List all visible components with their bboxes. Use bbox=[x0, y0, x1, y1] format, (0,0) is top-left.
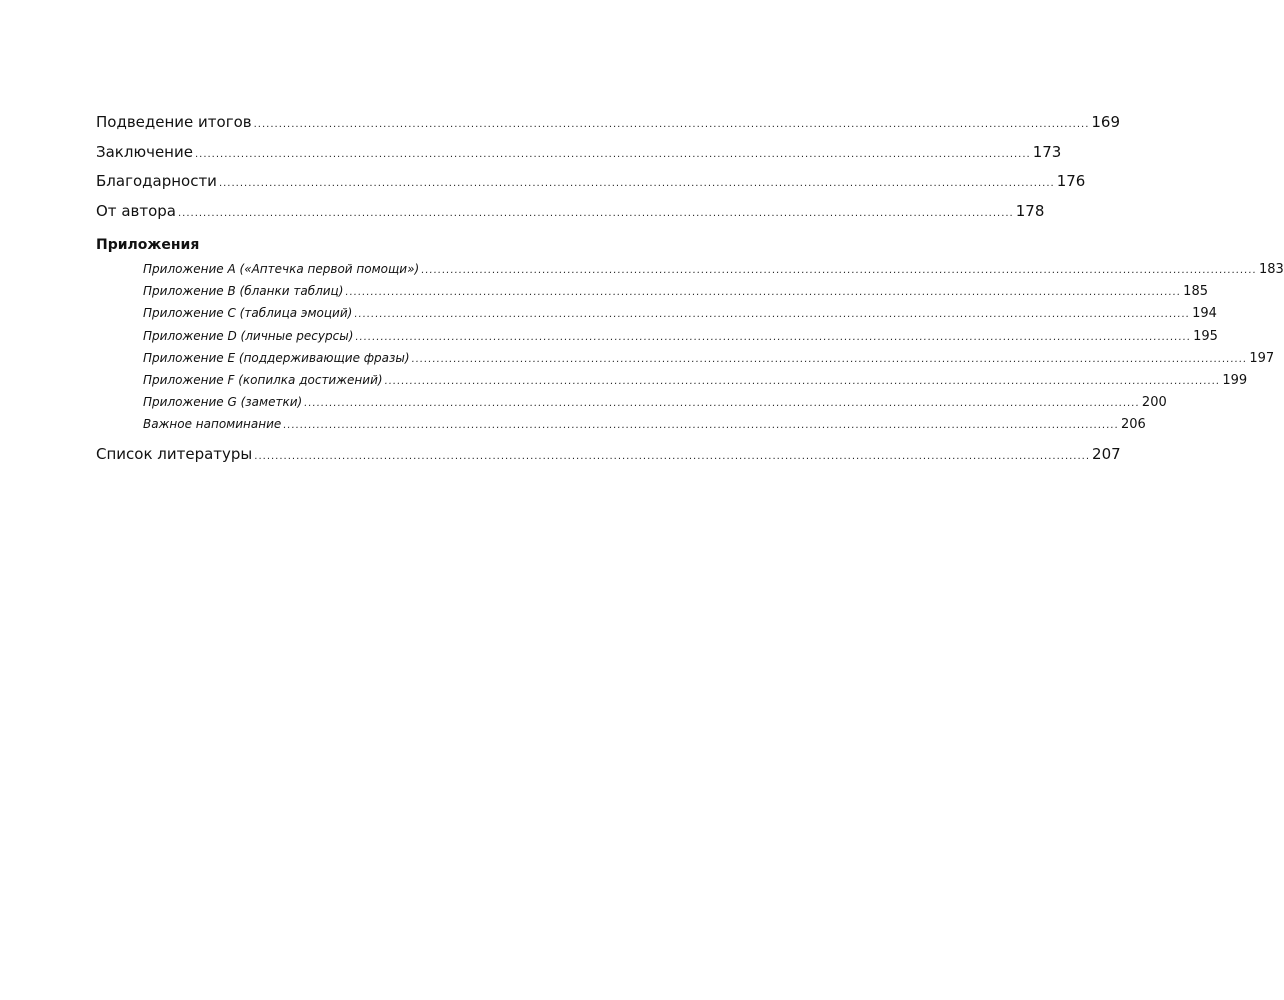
toc-entry-title: Список литературы bbox=[96, 444, 253, 463]
leader-dots: ........................................................................................................................................................................................................ bbox=[253, 119, 1090, 130]
toc-entry-title: Приложение D (личные ресурсы) bbox=[143, 328, 354, 343]
toc-entry-page: 173 bbox=[1032, 142, 1062, 161]
toc-sub-entry[interactable] bbox=[143, 369, 1248, 391]
toc-entry-page: 178 bbox=[1015, 201, 1045, 220]
toc-entry-title: Благодарности bbox=[96, 172, 217, 190]
leader-dots: ........................................................................................................................................................................................................ bbox=[177, 207, 1014, 219]
toc-entry-title: Подведение итогов bbox=[96, 113, 252, 131]
toc-entry[interactable] bbox=[96, 197, 1045, 227]
toc-entry-page: 185 bbox=[1183, 284, 1208, 300]
toc-entry-page: 176 bbox=[1056, 172, 1086, 190]
leader-dots: ........................................................................................................................................................................................................ bbox=[411, 353, 1248, 365]
toc-entry-title: Важное напоминание bbox=[143, 417, 282, 432]
leader-dots: ........................................................................................................................................................................................................ bbox=[355, 331, 1192, 343]
toc-sub-entry[interactable] bbox=[143, 258, 1284, 280]
toc-sub-entry[interactable] bbox=[143, 302, 1217, 324]
toc-sub-entry[interactable] bbox=[143, 413, 1146, 435]
toc-entry-page: 197 bbox=[1249, 350, 1275, 366]
toc-entry[interactable] bbox=[96, 440, 1121, 470]
toc-entry-page: 206 bbox=[1121, 417, 1146, 433]
toc-entry-title: Приложение F (копилка достижений) bbox=[143, 372, 383, 387]
toc-entry-title: Приложение C (таблица эмоций) bbox=[143, 306, 353, 321]
appendix-list bbox=[96, 258, 1284, 436]
leader-dots: ........................................................................................................................................................................................................ bbox=[283, 420, 1119, 432]
leader-dots: ........................................................................................................................................................................................................ bbox=[421, 265, 1257, 276]
toc-entry-page: 200 bbox=[1141, 395, 1167, 411]
toc-sub-entry[interactable] bbox=[143, 347, 1275, 369]
toc-entry-page: 199 bbox=[1222, 372, 1248, 388]
toc-entry-page: 183 bbox=[1258, 262, 1284, 277]
toc-sub-entry[interactable] bbox=[143, 325, 1218, 347]
leader-dots: ........................................................................................................................................................................................................ bbox=[304, 398, 1140, 410]
leader-dots: ........................................................................................................................................................................................................ bbox=[354, 309, 1191, 321]
leader-dots: ........................................................................................................................................................................................................ bbox=[254, 450, 1091, 462]
toc-entry-title: Приложение A («Аптечка первой помощи») bbox=[143, 262, 420, 276]
toc-entry-title: От автора bbox=[96, 201, 176, 220]
leader-dots: ........................................................................................................................................................................................................ bbox=[384, 375, 1221, 387]
table-of-contents bbox=[96, 108, 1284, 469]
appendix-heading: Приложения bbox=[96, 237, 200, 253]
toc-entry-page: 207 bbox=[1092, 444, 1121, 463]
toc-entry[interactable] bbox=[96, 108, 1121, 138]
toc-entry-page: 169 bbox=[1091, 113, 1121, 131]
toc-entry-page: 195 bbox=[1193, 328, 1218, 344]
toc-sub-entry[interactable] bbox=[143, 280, 1208, 302]
leader-dots: ........................................................................................................................................................................................................ bbox=[345, 287, 1182, 299]
leader-dots: ........................................................................................................................................................................................................ bbox=[218, 178, 1055, 189]
leader-dots: ........................................................................................................................................................................................................ bbox=[194, 148, 1031, 160]
toc-entry-title: Приложение G (заметки) bbox=[143, 395, 303, 410]
toc-entry[interactable] bbox=[96, 167, 1086, 197]
toc-sub-entry[interactable] bbox=[143, 391, 1167, 413]
toc-entry-title: Приложение E (поддерживающие фразы) bbox=[143, 350, 410, 365]
toc-entry[interactable] bbox=[96, 138, 1062, 168]
toc-entry-title: Заключение bbox=[96, 142, 193, 161]
toc-entry-title: Приложение B (бланки таблиц) bbox=[143, 284, 344, 299]
toc-entry-page: 194 bbox=[1192, 306, 1217, 322]
